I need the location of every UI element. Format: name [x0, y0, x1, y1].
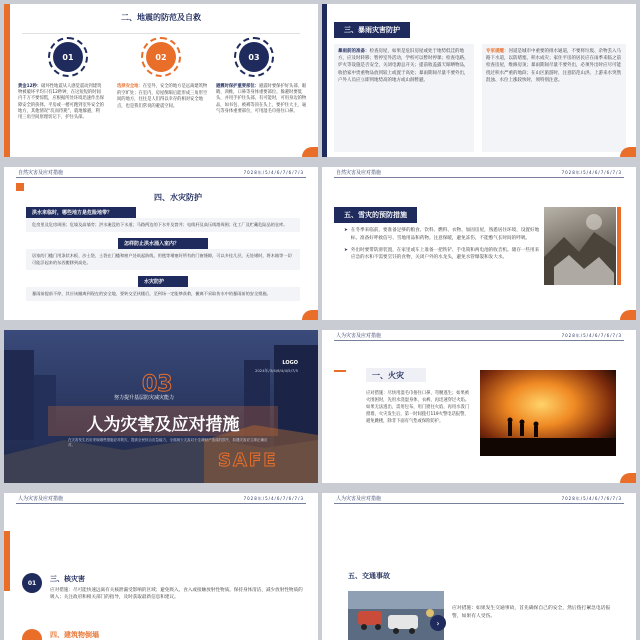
slide-earthquake[interactable]	[4, 4, 318, 157]
square-bullet-icon	[16, 183, 24, 191]
right-body: 河道是城市中重要的排水通道，不要将垃圾、杂物丢入马路下水道，以防堵塞，积水成灾；家住平房的居民应在雨季来临之前检查房屋，维修房顶；暴雨期间尽量不要外出，必须外出时应尽可能绕过积水严重的地段；在山区旅游时，注意防范山洪。上游来水突然混浊、水位上涨较快时，须特别注意。	[486, 49, 621, 83]
item-number-badge: 01	[22, 573, 42, 593]
col3-lead: 避震时保护重要部位：	[216, 84, 259, 89]
slide-logo: 7028年/5/4/6/7/6/7/3	[561, 333, 622, 338]
next-item-title: 四、建筑物倒塌	[50, 631, 99, 639]
arrow-bullet-icon: ➤	[344, 228, 348, 233]
col3-text	[216, 84, 308, 115]
col1-lead: 黄金12秒：	[18, 84, 42, 89]
section-title: 人为灾害及应对措施	[86, 415, 240, 435]
question-3: 水灾防护	[138, 276, 188, 287]
traffic-image	[348, 591, 444, 640]
corner-accent	[620, 310, 636, 320]
circle-number: 03	[239, 42, 269, 72]
date-code: 2024年/3/4/6/4/4/5/7/5	[254, 368, 298, 373]
answer-2: 居家的门槛门用条状木板、沙土袋、土袋在门槛和窗户处筑起防线，用毯等堵塞好所有的门窗缝隙，可以多挂几层，无处堵时，将木箱等一切可能浮起来的东西搬移到高处。	[26, 249, 300, 270]
slide-side-accent	[4, 4, 10, 157]
slide-snow[interactable]	[322, 167, 636, 320]
bullet-item	[344, 247, 540, 263]
answer-1: 危房里及危房周围；危墙及高墙旁；洪水淹没的下水道；马路两边的下水井及窨井；电线杆及高压线塔周围；化工厂及贮藏危险品的仓库。	[26, 218, 300, 232]
qa-list	[26, 207, 300, 301]
circle-number: 01	[53, 42, 83, 72]
title-dash	[334, 370, 346, 372]
slide-logo: 7028年/5/4/6/7/6/7/3	[243, 496, 304, 501]
item-text: 应对措施：尽可能快速远离有关核泄漏受影响的区域；避免吸入、食入或接触放射性物质。保持身体清洁，减少放射性物质的吸入；关注政府和相关部门的指导，及时获取最新信息和建议。	[50, 588, 303, 601]
col1-text	[18, 84, 104, 121]
answer-3: 暴雨前提前不停，其应该撤离到现在的安全地、要转交至伙楼后，至到场一定能够获救，撤离不采取伤水中的暴雨前的安全措施。	[26, 287, 300, 301]
slide-logo: 7028年/5/4/6/7/6/7/3	[561, 170, 622, 175]
slide-logo: 7028年/5/4/6/7/6/7/3	[561, 496, 622, 501]
safe-watermark: SAFE	[218, 450, 278, 471]
chevron-right-icon: ›	[436, 618, 440, 628]
slide-logo: 7028年/5/4/6/7/6/7/3	[243, 170, 304, 175]
slide-side-accent	[4, 531, 10, 591]
slide-header: 人为灾害及应对措施	[336, 333, 382, 339]
left-panel-text	[338, 48, 470, 84]
slide-title-bar	[22, 4, 300, 34]
header-rule	[334, 503, 624, 504]
arrow-bullet-icon: ➤	[344, 247, 348, 253]
slide-title: 四、水灾防护	[154, 193, 202, 202]
snow-ruins-image	[544, 207, 616, 285]
col2-body: 在室外，安全的地方是远离建筑物的空旷处；在室内，房屋倒塌后能形成三角形空间的地方，往往是人们得以幸存的相对安全地点，也是我们常说的避震空间。	[117, 84, 208, 109]
header-rule	[334, 340, 624, 341]
bullet-text: 外出时要带防滑装置，在家里或车上准备一把铁铲、手电筒和两电池的收音机。储存一些用来应急的水和不需要烹饪的食物，关闭户外的水龙头，避免水管爆裂和发大水。	[350, 247, 540, 261]
slide-flood[interactable]	[4, 167, 318, 320]
left-lead: 暴雨前的准备：	[338, 49, 370, 54]
slide-side-accent	[322, 4, 327, 157]
header-rule	[16, 177, 306, 178]
circle-02	[141, 37, 181, 77]
header-rule	[16, 503, 306, 504]
bullet-list	[344, 227, 540, 262]
corner-accent	[620, 473, 636, 483]
slide-header: 人为灾害及应对措施	[336, 496, 382, 502]
slide-header: 自然灾害及应对措施	[336, 170, 382, 176]
col2-text	[117, 84, 209, 111]
left-panel	[334, 44, 474, 152]
fire-text: 应对措施：尽快用湿毛巾捂住口鼻，弯腰逃生；如果被火围困时，先用水浇湿身体、衣裤，再迅速穿过火焰。如果无法逃出，需用包布，用门窗往火焰，再用水泼门窗墙，火灾发生后，第一时间拨打119火警电话报警，避免跳楼，除非下面有气垫或保险防护。	[366, 391, 470, 425]
image-accent-bar	[617, 207, 621, 285]
question-2: 怎样防止洪水涌入室内？	[118, 238, 208, 249]
slide-rainstorm[interactable]	[322, 4, 636, 157]
corner-accent	[620, 147, 636, 157]
section-description: 在灾害发生后应采取哪些措施应对救灾，提高全民综合应急能力，全面减少灾害对于生命财产造成的损失，如遇灾害应立即正确应对。	[68, 438, 268, 447]
left-body: 检查房屋，如果是危旧房屋或处于地势低洼的地方，应及时转移；暂停室外活动，学校可以暂时停课；检查电路、炉火等设施是否安全，关闭电源总开关；提前收盖露天晾晒物品，收拾家中贵重物品放到较上或置于高处；暴雨期间尽量不要外出，户外人员应立即到地势高的地方或山洞暂避。	[338, 49, 469, 83]
logo: LOGO	[282, 360, 298, 366]
section-number: 03	[142, 372, 173, 397]
right-lead: 专家提醒：	[486, 49, 509, 54]
col3-body: 避震时要保护好头部、眼睛、颈椎，口鼻等身体重要部位。躲避时要低头，并用手护住头部，有可能时，可用身边的物品，如书包、被褥等顶在头上，要护住大主、毫气等身体重要部位，可用湿毛巾捂住口鼻。	[216, 84, 307, 114]
arrow-button[interactable]	[430, 615, 446, 631]
circle-03	[234, 37, 274, 77]
header-rule	[334, 177, 624, 178]
slide-nuclear[interactable]	[4, 493, 318, 640]
right-panel-text	[486, 48, 622, 84]
question-1: 洪水来临时，哪些地方是危险地带？	[26, 207, 136, 218]
corner-accent	[302, 147, 318, 157]
traffic-text: 应对措施：如果发生交通事故，首先确保自己的安全，然后拨打紧急电话报警，如果有人受伤。	[452, 606, 611, 620]
next-item-badge	[22, 629, 42, 640]
right-panel	[482, 44, 626, 152]
col1-body: 破坏性地震从人感觉震动到建筑物被破坏平均只有12秒钟，在这短短的时间内千万不要惊慌，应根据所处环境迅速作出保障安全的抉择。平房或一楼可跑到室外安全的地方，其他情况“坑而待毙”，就地躲避，利用三角空间原理切记下，护住头部。	[18, 84, 104, 121]
slide-traffic[interactable]	[322, 493, 636, 640]
slide-title: 五、交通事故	[348, 572, 390, 580]
fire-image	[480, 370, 616, 456]
slide-header: 人为灾害及应对措施	[18, 496, 64, 502]
slide-section-cover[interactable]	[4, 330, 318, 483]
bullet-text: 在冬季来临前，要准备足够的粮食、饮料、燃料、衣物、加固房屋，熟悉居住环境，设置好地标，准备好呼救信号、雪地用品和药物。注意保暖，避免冻伤，不能憋气长时间的呼吸。	[350, 228, 540, 241]
slide-title: 二、地震的防范及自救	[121, 13, 201, 22]
slide-fire[interactable]	[322, 330, 636, 483]
section-subtitle: 努力提升基层防灾减灾能力	[114, 395, 175, 401]
circle-01	[48, 37, 88, 77]
corner-accent	[302, 310, 318, 320]
bullet-item	[344, 227, 540, 243]
slide-header: 自然灾害及应对措施	[18, 170, 64, 176]
section-tab: 三、暴雨灾害防护	[334, 22, 410, 38]
slide-title: 一、火灾	[372, 371, 404, 380]
section-tab: 五、雪灾的预防措施	[334, 207, 417, 223]
col2-lead: 选择安全地：	[117, 84, 143, 89]
circle-number: 02	[146, 42, 176, 72]
item-title: 三、核灾害	[50, 575, 85, 583]
